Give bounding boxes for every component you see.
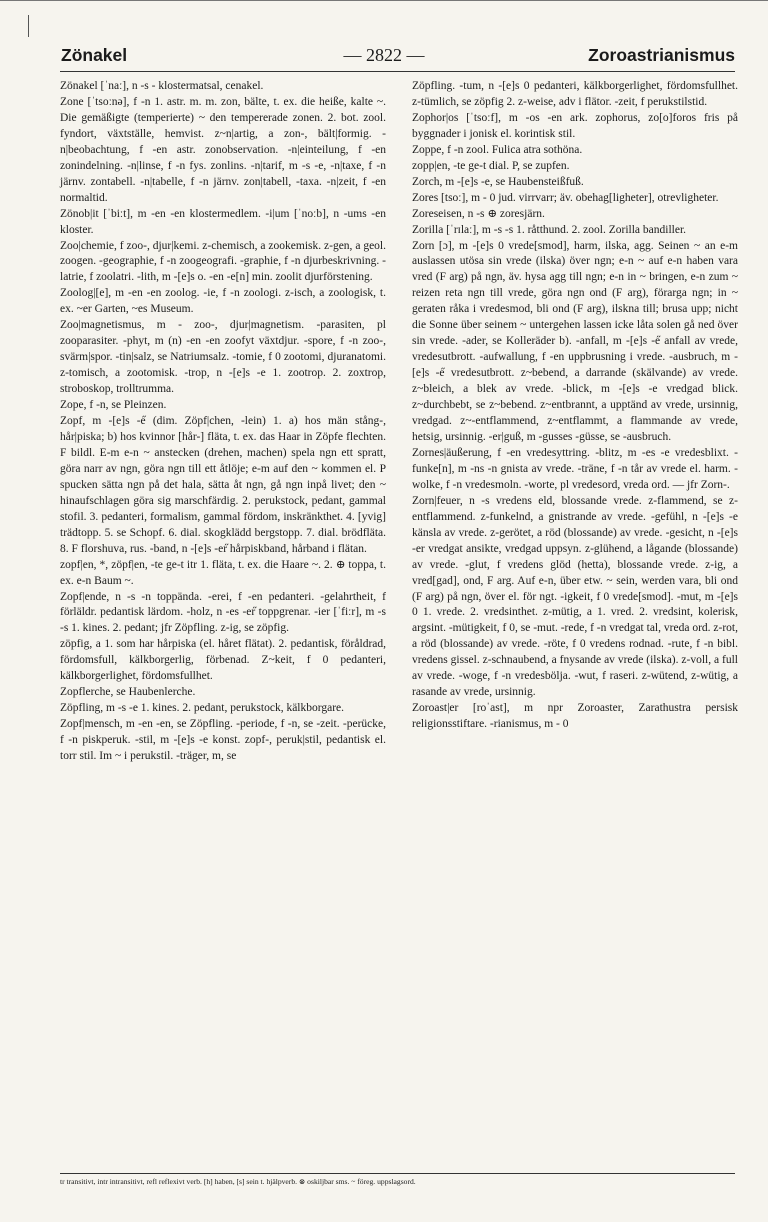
entry: Zoo|chemie, f zoo-, djur|kemi. z-chemisch, a zookemisk. z-gen, a geol. zoogen. -geographie, f -n zoogeografi. -graphie, f -n djurbeskrivning. -latrie, f zoolatri. -lith, m -[e]s o. -en -e[n] min. zoolit djurförstening. (60, 239, 386, 284)
entry: zopf|en, *, zöpf|en, -te ge-t itr 1. fläta, t. ex. die Haare ~. 2. ⊕ toppa, t. ex. e-n Baum ~. (60, 558, 386, 587)
entry: zopp|en, -te ge-t dial. P, se zupfen. (412, 159, 570, 172)
entry: zöpfig, a 1. som har hårpiska (el. håret flätat). 2. pedantisk, föråldrad, fördomsfull, kälkborgerlig, förbenad. Z~keit, f 0 pedanteri, kälkborgerlighet, fördomsfullhet. (60, 638, 386, 683)
entry: Zoolog|[e], m -en -en zoolog. -ie, f -n zoologi. z-isch, a zoologisk, t. ex. ~er Garten, ~es Museum. (60, 287, 386, 316)
entry: Zophor|os [ˈtsoːf], m -os -en ark. zophorus, zo[o]foros fris på byggnader i jonisk el. korintisk stil. (412, 111, 738, 140)
entry: Zöpfling, m -s -e 1. kines. 2. pedant, perukstock, kälkborgare. (60, 702, 345, 715)
entry: Zoppe, f -n zool. Fulica atra sothöna. (412, 143, 583, 156)
entry: Zopf|mensch, m -en -en, se Zöpfling. -periode, f -n, se -zeit. -perücke, f -n piskperuk. -stil, m -[e]s -e konst. zopf-, peruk|stil, pedantisk el. torr stil. Im ~ i perukstil. -träger, m, se (60, 718, 386, 763)
left-column (60, 79, 386, 765)
entry: Zornes|äußerung, f -en vredesyttring. -blitz, m -es -e vredesblixt. -funke[n], m -ns -n gnista av vrede. -träne, f -n tår av vrede el. harm. -wolke, f -n vredesmoln. -worte, pl vredesord, vreda ord. — jfr Zorn-. (412, 446, 738, 491)
entry: Zorch, m -[e]s -e, se Haubensteißfuß. (412, 175, 584, 188)
entry: Zoreseisen, n -s ⊕ zoresjärn. (412, 207, 545, 220)
abbreviation-legend: tr transitivt, intr intransitivt, refl reflexivt verb. [h] haben, [s] sein t. hjälpverb. ⊗ oskiljbar sms. ~ föreg. uppslagsord. (60, 1177, 416, 1186)
corner-mark (28, 15, 29, 37)
header-right-word: Zoroastrianismus (588, 45, 735, 65)
entry: Zorilla [ˈrɪlaː], m -s -s 1. råtthund. 2. zool. Zorilla bandiller. (412, 223, 687, 236)
entry: Zope, f -n, se Pleinzen. (60, 399, 167, 412)
entry: Zönakel [ˈnaː], n -s - klostermatsal, cenakel. (60, 80, 264, 92)
header-left-word: Zönakel (61, 45, 128, 65)
entry: Zopflerche, se Haubenlerche. (60, 686, 196, 699)
header-rule (60, 71, 735, 72)
right-column (412, 79, 738, 733)
entry: Zorn [ɔ], m -[e]s 0 vrede[smod], harm, ilska, agg. Seinen ~ an e-m auslassen utösa sin vrede (ilska) över ngn; e-n ~ auf e-n haben vara vred (F arg) på ngn, äv. hysa agg till ngn; e-n in ~ bringen, e-n zum ~ reizen reta ngn till vrede, göra ngn ond (F arg), förarga ngn; in ~ geraten råka i vredesmod, bli ond (F arg), ilskna till; brusa upp; nicht die Sonne über seinem ~ untergehen lassen icke låta solen gå ned över sin vrede. -ader, se Kolleräder b). -anfall, m -[e]s -e̋ anfall av vrede, vredesutbrott. -aufwallung, f -en uppbrusning i vrede. -ausbruch, m -[e]s -e̋ vredesutbrott. z~bebend, a darrande (skälvande) av vrede. z~bleich, a blek av vrede. -blick, m -[e]s -e vredgad blick. z~durchbebt, se z~bebend. z~entbrannt, a upptänd av vrede, ursinnig, vredgad. z~-entflammend, z~entflammt, a flammande av vrede, hetsig, ursinnig. -er|guß, m -gusses -güsse, se -ausbruch. (412, 239, 738, 443)
entry: Zorn|feuer, n -s vredens eld, blossande vrede. z-flammend, se z-entflammend. z-funkelnd, a gnistrande av vrede. -gefühl, n -[e]s -e känsla av vrede. z-gerötet, a röd (blossande) av vrede. -gesicht, n -[e]s -er vredgat ansikte, vredgad uppsyn. z-glühend, a lågande (blossande) av vrede. -glut, f vredens glöd (hetta), blossande vrede. z-ig, a vred[gad], ond, F arg. Auf e-n, über etw. ~ sein, werden vara, bli ond (F arg) på ngn, över el. för ngt. -igkeit, f 0 vrede[smod]. -mut, m -[e]s 0 1. vrede. 2. vredsinthet. z-mütig, a 1. vred. 2. vredsint, kolerisk, argsint. -mütigkeit, f 0, se -mut. -rede, f -n vredgat tal, vreda ord. z-rot, a röd (blossande) av vrede. -röte, f 0 vredens rodnad. -rute, f -n bibl. vredens gissel. z-schnaubend, a fnysande av vrede (ilska). z-voll, a full av vrede. -woge, f -n vredesbölja. -wut, f raseri. z-wütend, z-wütig, a rasande av vrede, ursinnig. (412, 494, 738, 699)
entry: Zores [tsoː], m - 0 jud. virrvarr; äv. obehag[ligheter], otrevligheter. (412, 191, 719, 204)
entry: Zone [ˈtsoːnə], f -n 1. astr. m. m. zon, bälte, t. ex. die heiße, kalte ~. Die gemäßigte (temperierte) ~ den tempererade zonen. 2. bot. zool. fyndort, växtställe, hemvist. z~n|artig, a zon-, bält|formig. -n|beobachtung, f -en astr. zonobservation. -n|einteilung, f -en zonindelning. -n|linse, f -n fys. zonlins. -n|tarif, m -s -e, -n|taxe, f -n järnv. zontabell. -n|tabelle, f -n järnv. zon|tabell, -taxa. -n|zeit, f -en normaltid. (60, 95, 386, 204)
entry: Zönob|it [ˈbiːt], m -en -en klostermedlem. -i|um [ˈnoːb], n -ums -en kloster. (60, 207, 386, 236)
entry: Zoroast|er [roˈast], m npr Zoroaster, Zarathustra persisk religionsstiftare. -rianismus, m - 0 (412, 702, 738, 731)
footer-rule (60, 1173, 735, 1174)
entry: Zopf|ende, n -s -n toppända. -erei, f -en pedanteri. -gelahrtheit, f förläldr. pedantisk lärdom. -holz, n -es -er̋ toppgrenar. -ier [ˈfiːr], m -s -s 1. kines. 2. pedant; jfr Zöpfling. z-ig, se zöpfig. (60, 590, 386, 635)
entry: Zoo|magnetismus, m - zoo-, djur|magnetism. -parasiten, pl zooparasiter. -phyt, m (n) -en -en zoofyt växtdjur. -spore, f -n zoo-, svärm|spor. -tin|salz, se Natriumsalz. -tomie, f 0 zootomi, djuranatomi. z-tomisch, a zootomisk. -trop, n -[e]s -e 1. zootrop. 2. zoxtrop, stroboskop, trolltrumma. (60, 319, 386, 396)
entry: Zopf, m -[e]s -e̋ (dim. Zöpf|chen, -lein) 1. a) hos män stång-, hår|piska; b) hos kvinnor [hår-] fläta, t. ex. das Haar in Zöpfe flechten. F bildl. E-m e-n ~ anstecken (drehen, machen) spela ngn ett spratt, göra narr av ngn, göra ngn till ett åtlöje; e-m auf den ~ kommen el. P spucken sätta ngn på det hala, sätta åt ngn, gå ngn inpå livet; den ~ hinaufschlagen göra sig marschfärdig. 2. perukstock, pedant, gammal stofil. 3. pedanteri, formalism, gammal fördom, inskränkthet. 4. [yvig] trädtopp. 5. se Schopf. 6. dial. skogklädd bergstopp. 7. dial. brödfläta. 8. F florshuva, rus. -band, n -[e]s -er̋ hårpiskband, hårband i flätan. (60, 415, 386, 555)
page-number: — 2822 — (343, 45, 425, 65)
entry: Zöpfling. -tum, n -[e]s 0 pedanteri, kälkborgerlighet, fördomsfullhet. z-tümlich, se zöpfig 2. z-weise, adv i flätor. -zeit, f perukstilstid. (412, 80, 738, 108)
